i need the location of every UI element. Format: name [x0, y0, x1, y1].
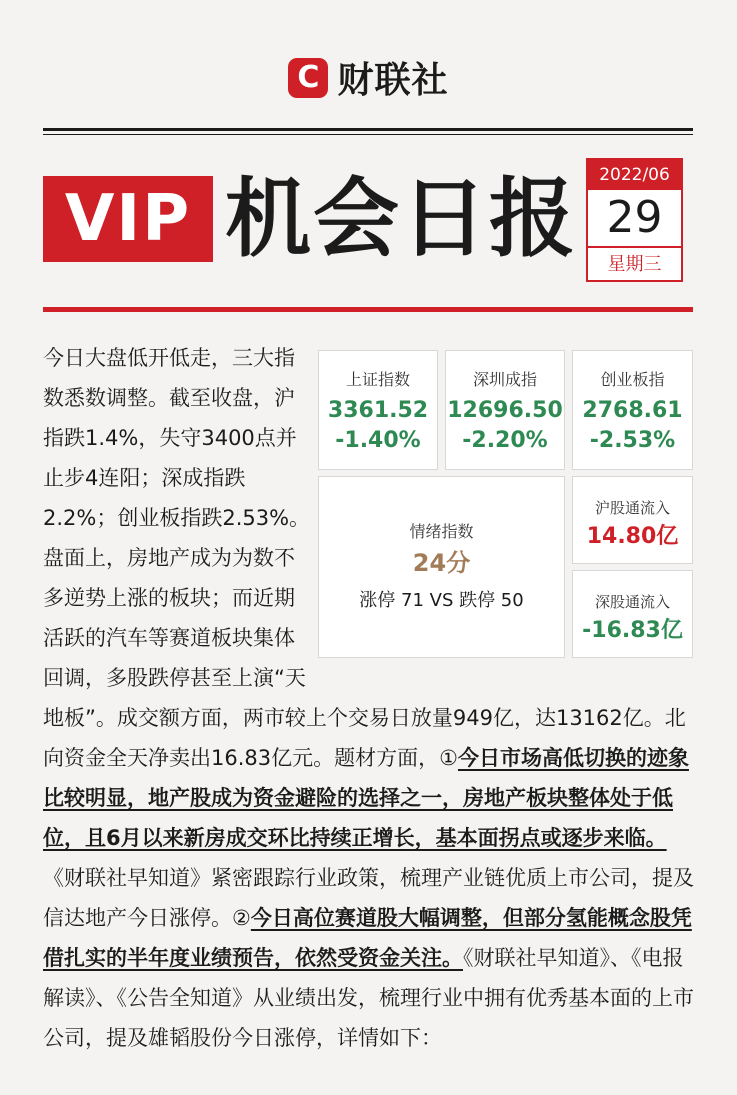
logo-text: 财联社 [337, 60, 449, 101]
index-value: 3361.52 [327, 398, 429, 423]
index-name: 深圳成指 [472, 370, 537, 389]
header-divider [43, 128, 693, 131]
article-body [43, 338, 697, 1058]
date-year-month: 2022/06 [588, 160, 681, 190]
logo-mark-icon: C [288, 58, 328, 98]
page-title: 机会日报 [225, 169, 577, 269]
sentiment-label: 情绪指数 [409, 522, 474, 541]
highlight-1: 今日市场高低切换的迹象比较明显，地产股成为资金避险的选择之一，房地产板块整体处于低位，且6月以来新房成交环比持续正增长，基本面拐点或逐步来临。 [43, 746, 689, 850]
article-paragraph-1: 今日大盘低开低走，三大指数悉数调整。截至收盘，沪指跌1.4%，失守3400点并止步4连阳；深成指跌2.2%；创业板指跌2.53%。盘面上，房地产成为为数不多逆势上涨的板块；而近期活跃的汽车等赛道板块集体回调，多股跌停甚至上演“天地板”。成交额方面，两市较上个交易日放量949亿，达13162亿。北向资金全天净卖出16.83亿元。题材方面， [43, 346, 686, 770]
date-weekday: 星期三 [588, 246, 681, 282]
index-name: 上证指数 [345, 370, 410, 389]
date-block [586, 158, 683, 282]
date-day: 29 [606, 192, 663, 243]
panel-spacer [317, 346, 697, 668]
logo [0, 52, 737, 103]
index-change: -2.20% [462, 428, 548, 453]
index-change: -2.53% [589, 428, 676, 453]
article-paragraph-2: 《财联社早知道》紧密跟踪行业政策，梳理产业链优质上市公司，提及信达地产今日涨停。 [43, 866, 694, 930]
header-divider-thin [43, 134, 693, 135]
flow-value: -16.83亿 [582, 618, 683, 643]
flow-name: 沪股通流入 [594, 499, 670, 517]
vip-badge: VIP [43, 176, 213, 262]
index-name: 创业板指 [600, 370, 665, 389]
sentiment-score: 24分 [412, 549, 471, 577]
title-divider [43, 307, 693, 312]
point-marker-1: ① [439, 746, 458, 770]
article-paragraph-3: 《财联社早知道》、《电报解读》、《公告全知道》从业绩出发，梳理行业中拥有优秀基本面的上市公司，提及雄韬股份今日涨停，详情如下： [43, 946, 694, 1050]
flow-value: 14.80亿 [586, 524, 679, 549]
index-value: 12696.50 [447, 398, 563, 423]
index-change: -1.40% [335, 428, 421, 453]
index-value: 2768.61 [582, 398, 683, 423]
highlight-2: 今日高位赛道股大幅调整，但部分氢能概念股凭借扎实的半年度业绩预告，依然受资金关注。 [43, 906, 692, 970]
point-marker-2: ② [232, 906, 251, 930]
flow-name: 深股通流入 [594, 593, 670, 611]
limit-up-down-text: 涨停 71 VS 跌停 50 [359, 590, 524, 611]
